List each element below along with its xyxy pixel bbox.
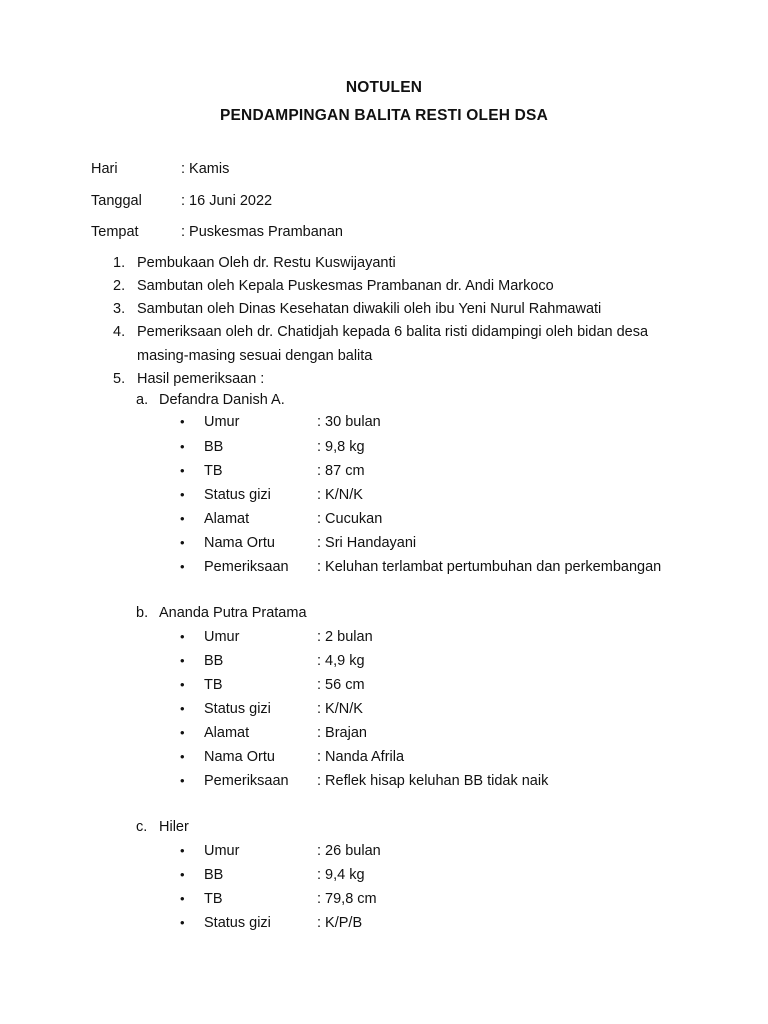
field-label: Alamat [204, 725, 250, 741]
meta-value: : Puskesmas Prambanan [181, 224, 343, 240]
agenda-item [113, 298, 693, 322]
agenda-item [113, 368, 693, 392]
field-label: Umur [204, 414, 240, 430]
bullet-icon: • [180, 915, 185, 930]
meta-value: : 16 Juni 2022 [181, 193, 273, 209]
field-label: BB [204, 653, 224, 669]
bullet-icon: • [180, 843, 185, 858]
bullet-icon: • [180, 463, 185, 478]
field-value: : Sri Handayani [317, 535, 417, 551]
bullet-icon: • [180, 535, 185, 550]
agenda-item [113, 321, 673, 368]
agenda-number: 4. [113, 324, 126, 340]
child-letter: b. [136, 605, 149, 621]
agenda-number: 1. [113, 255, 126, 271]
child-letter: a. [136, 392, 149, 408]
agenda-number: 5. [113, 371, 126, 387]
field-value: : 87 cm [317, 463, 365, 479]
field-label: Umur [204, 629, 240, 645]
bullet-icon: • [180, 891, 185, 906]
bullet-icon: • [180, 414, 185, 429]
field-value: : 2 bulan [317, 629, 373, 645]
bullet-icon: • [180, 629, 185, 644]
field-value: : K/P/B [317, 915, 363, 931]
field-label: Status gizi [204, 487, 271, 503]
meta-label: Hari [91, 161, 118, 177]
field-value: : 4,9 kg [317, 653, 365, 669]
agenda-number: 2. [113, 278, 126, 294]
child-name: Hiler [159, 819, 189, 835]
bullet-icon: • [180, 773, 185, 788]
meta-value: : Kamis [181, 161, 230, 177]
field-value: : Keluhan terlambat pertumbuhan dan perkembangan [317, 559, 662, 575]
agenda-text: Sambutan oleh Kepala Puskesmas Prambanan dr. Andi Markoco [137, 278, 554, 294]
field-label: TB [204, 677, 223, 693]
field-label: Alamat [204, 511, 250, 527]
field-value: : Cucukan [317, 511, 383, 527]
field-value: : 9,4 kg [317, 867, 365, 883]
field-label: BB [204, 867, 224, 883]
bullet-icon: • [180, 867, 185, 882]
field-label: TB [204, 463, 223, 479]
meta-label: Tempat [91, 224, 139, 240]
agenda-text: Pemeriksaan oleh dr. Chatidjah kepada 6 balita risti didampingi oleh bidan desa masing-masing sesuai dengan balita [137, 324, 649, 364]
child-name: Ananda Putra Pratama [159, 605, 307, 621]
field-value: : Reflek hisap keluhan BB tidak naik [317, 773, 549, 789]
field-label: Status gizi [204, 701, 271, 717]
bullet-icon: • [180, 439, 185, 454]
bullet-icon: • [180, 749, 185, 764]
field-value: : 26 bulan [317, 843, 381, 859]
field-label: Pemeriksaan [204, 773, 289, 789]
field-label: Nama Ortu [204, 749, 275, 765]
child-heading [136, 603, 307, 623]
agenda-item [113, 275, 693, 299]
field-value: : Nanda Afrila [317, 749, 405, 765]
meta-label: Tanggal [91, 193, 142, 209]
field-value: : 56 cm [317, 677, 365, 693]
field-value: : K/N/K [317, 487, 363, 503]
bullet-icon: • [180, 511, 185, 526]
field-value: : K/N/K [317, 701, 363, 717]
child-heading [136, 817, 189, 837]
field-value: : 79,8 cm [317, 891, 377, 907]
field-value: : Brajan [317, 725, 367, 741]
bullet-icon: • [180, 559, 185, 574]
bullet-icon: • [180, 487, 185, 502]
agenda-text: Hasil pemeriksaan : [137, 371, 265, 387]
bullet-icon: • [180, 677, 185, 692]
field-value: : 30 bulan [317, 414, 381, 430]
agenda-item [113, 252, 693, 276]
child-letter: c. [136, 819, 148, 835]
agenda-number: 3. [113, 301, 126, 317]
child-name: Defandra Danish A. [159, 392, 285, 408]
field-label: Status gizi [204, 915, 271, 931]
field-label: BB [204, 439, 224, 455]
field-label: Nama Ortu [204, 535, 275, 551]
child-heading [136, 390, 285, 410]
agenda-text: Pembukaan Oleh dr. Restu Kuswijayanti [137, 255, 396, 271]
document-title: NOTULEN [345, 79, 423, 96]
field-label: Pemeriksaan [204, 559, 289, 575]
field-label: TB [204, 891, 223, 907]
document-subtitle: PENDAMPINGAN BALITA RESTI OLEH DSA [219, 107, 548, 124]
field-label: Umur [204, 843, 240, 859]
bullet-icon: • [180, 653, 185, 668]
bullet-icon: • [180, 725, 185, 740]
field-value: : 9,8 kg [317, 439, 365, 455]
agenda-text: Sambutan oleh Dinas Kesehatan diwakili oleh ibu Yeni Nurul Rahmawati [137, 301, 602, 317]
bullet-icon: • [180, 701, 185, 716]
